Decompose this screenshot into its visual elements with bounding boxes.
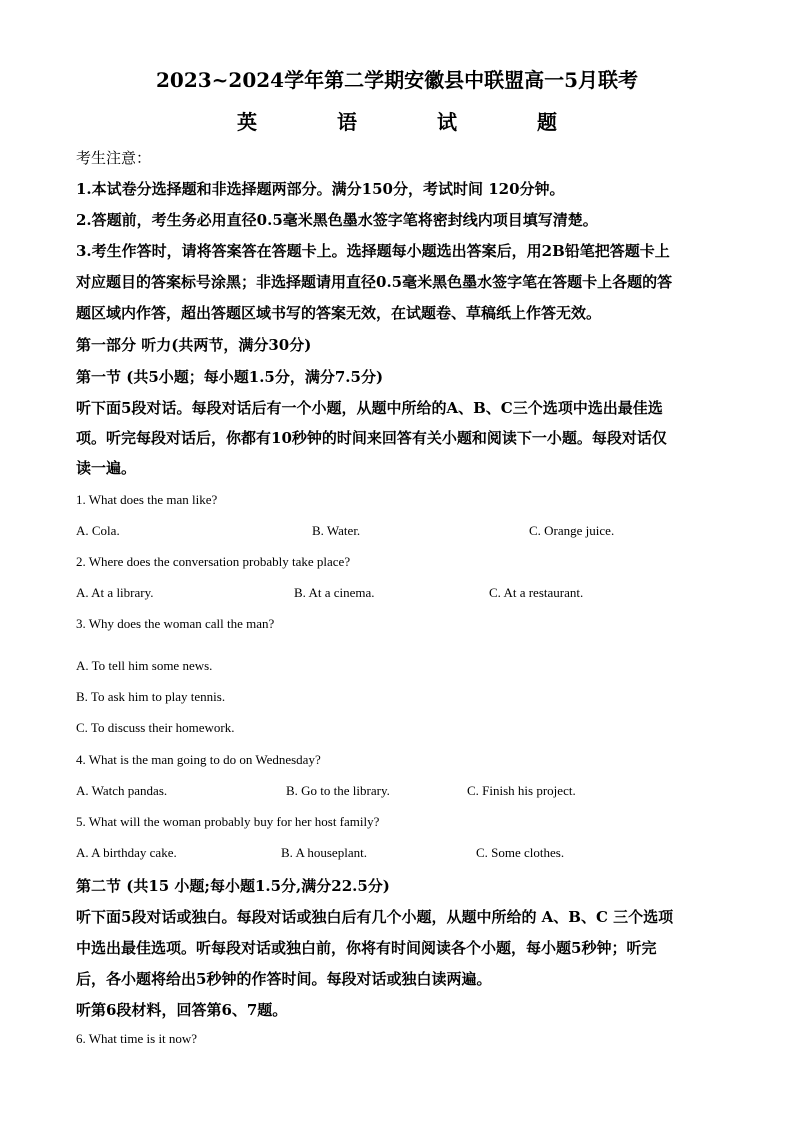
q2-option-c: C. At a restaurant. (489, 585, 584, 600)
section2-instructions-line-1: 听下面5段对话或独白。每段对话或独白后有几个小题，从题中所给的 A、B、C 三个选项 (76, 908, 674, 926)
subject-char-4: 题 (537, 110, 557, 134)
part1-heading: 第一部分 听力(共两节，满分30分) (76, 336, 312, 354)
q3-option-c: C. To discuss their homework. (76, 720, 235, 735)
q5-option-c: C. Some clothes. (476, 845, 565, 860)
notice-item-1: 1.本试卷分选择题和非选择题两部分。满分150分，考试时间 120分钟。 (76, 180, 565, 198)
q2-option-a: A. At a library. (76, 585, 154, 600)
subject-char-3: 试 (437, 110, 457, 134)
q4-option-b: B. Go to the library. (286, 783, 390, 798)
question-2: 2. Where does the conversation probably take place? (76, 554, 351, 569)
q5-option-a: A. A birthday cake. (76, 845, 177, 860)
notice-item-3-line-3: 题区域内作答，超出答题区域书写的答案无效，在试题卷、草稿纸上作答无效。 (76, 304, 602, 322)
section2-heading: 第二节 (共15 小题;每小题1.5分,满分22.5分) (76, 877, 390, 895)
subject-char-1: 英 (237, 110, 257, 134)
question-4: 4. What is the man going to do on Wednesday? (76, 752, 321, 767)
question-5: 5. What will the woman probably buy for her host family? (76, 814, 380, 829)
q3-option-b: B. To ask him to play tennis. (76, 689, 226, 704)
section2-sub-heading: 听第6段材料，回答第6、7题。 (76, 1001, 288, 1019)
section1-heading: 第一节 (共5小题；每小题1.5分，满分7.5分) (76, 368, 384, 386)
question-1: 1. What does the man like? (76, 492, 218, 507)
q1-option-a: A. Cola. (76, 523, 120, 538)
notice-item-2: 2.答题前，考生务必用直径0.5毫米黑色墨水签字笔将密封线内项目填写清楚。 (76, 211, 598, 229)
q1-option-c: C. Orange juice. (529, 523, 615, 538)
notice-heading: 考生注意： (76, 149, 152, 167)
q4-option-c: C. Finish his project. (467, 783, 576, 798)
section2-instructions-line-3: 后，各小题将给出5秒钟的作答时间。每段对话或独白读两遍。 (76, 970, 492, 988)
section1-instructions-line-2: 项。听完每段对话后，你都有10秒钟的时间来回答有关小题和阅读下一小题。每段对话仅 (76, 429, 667, 447)
exam-title: 2023~2024学年第二学期安徽县中联盟高一5月联考 (155, 68, 638, 92)
q4-option-a: A. Watch pandas. (76, 783, 168, 798)
section1-instructions-line-3: 读一遍。 (76, 459, 137, 477)
subject-char-2: 语 (337, 110, 357, 134)
notice-item-3-line-2: 对应题目的答案标号涂黑；非选择题请用直径0.5毫米黑色墨水签字笔在答题卡上各题的答 (76, 273, 673, 291)
section2-instructions-line-2: 中选出最佳选项。听每段对话或独白前，你将有时间阅读各个小题，每小题5秒钟；听完 (76, 939, 657, 957)
exam-subject (0, 106, 794, 135)
q2-option-b: B. At a cinema. (294, 585, 375, 600)
q1-option-b: B. Water. (312, 523, 361, 538)
section1-instructions-line-1: 听下面5段对话。每段对话后有一个小题，从题中所给的A、B、C三个选项中选出最佳选 (76, 399, 663, 417)
question-3: 3. Why does the woman call the man? (76, 616, 275, 631)
question-6: 6. What time is it now? (76, 1031, 198, 1046)
q5-option-b: B. A houseplant. (281, 845, 367, 860)
q3-option-a: A. To tell him some news. (76, 658, 213, 673)
notice-item-3-line-1: 3.考生作答时，请将答案答在答题卡上。选择题每小题选出答案后，用2B铅笔把答题卡上 (76, 242, 670, 260)
